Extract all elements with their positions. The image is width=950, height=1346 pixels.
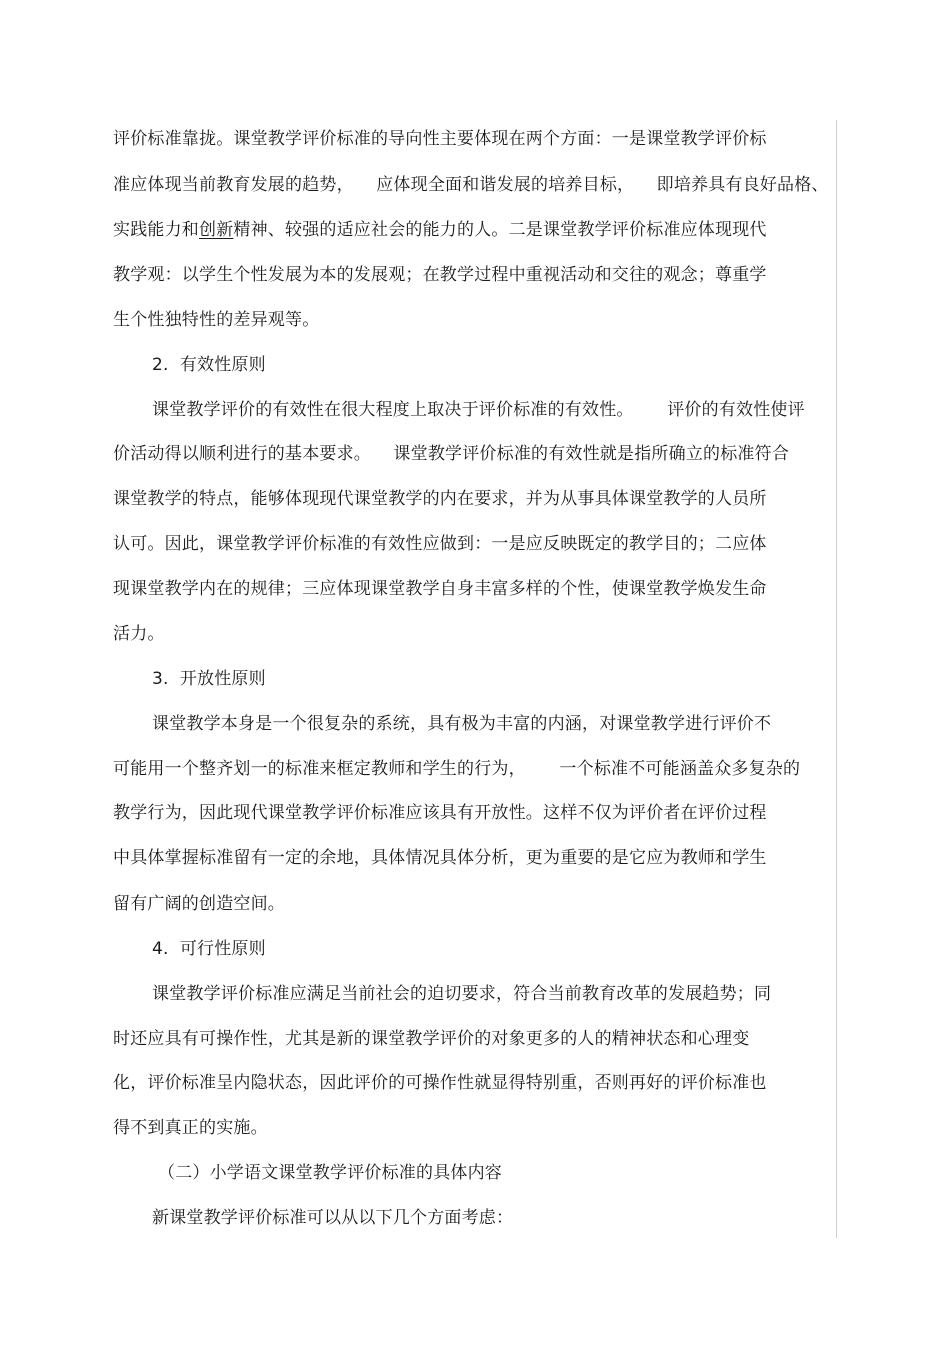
paragraph-line: 时还应具有可操作性，尤其是新的课堂教学评价的对象更多的人的精神状态和心理变: [113, 1029, 750, 1049]
text-segment: 精神、较强的适应社会的能力的人。二是课堂教学评价标准应体现现代: [233, 220, 767, 240]
paragraph-line: 教学行为，因此现代课堂教学评价标准应该具有开放性。这样不仅为评价者在评价过程: [113, 803, 767, 823]
text-segment: 实践能力和: [113, 220, 199, 240]
paragraph-line: 准应体现当前教育发展的趋势， 应体现全面和谐发展的培养目标， 即培养具有良好品格、: [113, 175, 829, 195]
subsection-heading: （二）小学语文课堂教学评价标准的具体内容: [158, 1163, 502, 1183]
paragraph-line: 活力。: [113, 624, 165, 644]
paragraph-line: 中具体掌握标准留有一定的余地，具体情况具体分析，更为重要的是它应为教师和学生: [113, 848, 767, 868]
paragraph-line: 现课堂教学内在的规律；三应体现课堂教学自身丰富多样的个性，使课堂教学焕发生命: [113, 579, 767, 599]
paragraph-line: 课堂教学评价标准应满足当前社会的迫切要求，符合当前教育改革的发展趋势；同: [152, 984, 772, 1004]
paragraph-line: 化，评价标准呈内隐状态，因此评价的可操作性就显得特别重，否则再好的评价标准也: [113, 1073, 767, 1093]
paragraph-line: 认可。因此，课堂教学评价标准的有效性应做到：一是应反映既定的教学目的；二应体: [113, 534, 767, 554]
underlined-word: 创新: [199, 220, 234, 240]
paragraph-line: 教学观：以学生个性发展为本的发展观；在教学过程中重视活动和交往的观念；尊重学: [113, 265, 767, 285]
paragraph-line: 可能用一个整齐划一的标准来框定教师和学生的行为， 一个标准不可能涵盖众多复杂的: [113, 759, 801, 779]
paragraph-line: 生个性独特性的差异观等。: [113, 310, 320, 330]
paragraph-line: 价活动得以顺利进行的基本要求。 课堂教学评价标准的有效性就是指所确立的标准符合: [113, 444, 790, 464]
paragraph-line: 评价标准靠拢。课堂教学评价标准的导向性主要体现在两个方面：一是课堂教学评价标: [113, 129, 767, 149]
paragraph-line: 得不到真正的实施。: [113, 1118, 268, 1138]
paragraph-line: 新课堂教学评价标准可以从以下几个方面考虑：: [152, 1208, 514, 1228]
section-heading: 4. 可行性原则: [152, 939, 266, 959]
section-heading: 3. 开放性原则: [152, 669, 266, 689]
paragraph-line: 课堂教学本身是一个很复杂的系统，具有极为丰富的内涵，对课堂教学进行评价不: [152, 714, 772, 734]
page-margin-rule: [836, 120, 837, 1238]
paragraph-line: 课堂教学的特点，能够体现现代课堂教学的内在要求，并为从事具体课堂教学的人员所: [113, 489, 767, 509]
section-heading: 2. 有效性原则: [152, 355, 266, 375]
paragraph-line-with-underline: [113, 219, 767, 241]
paragraph-line: 课堂教学评价的有效性在很大程度上取决于评价标准的有效性。 评价的有效性使评: [152, 400, 805, 420]
paragraph-line: 留有广阔的创造空间。: [113, 894, 285, 914]
